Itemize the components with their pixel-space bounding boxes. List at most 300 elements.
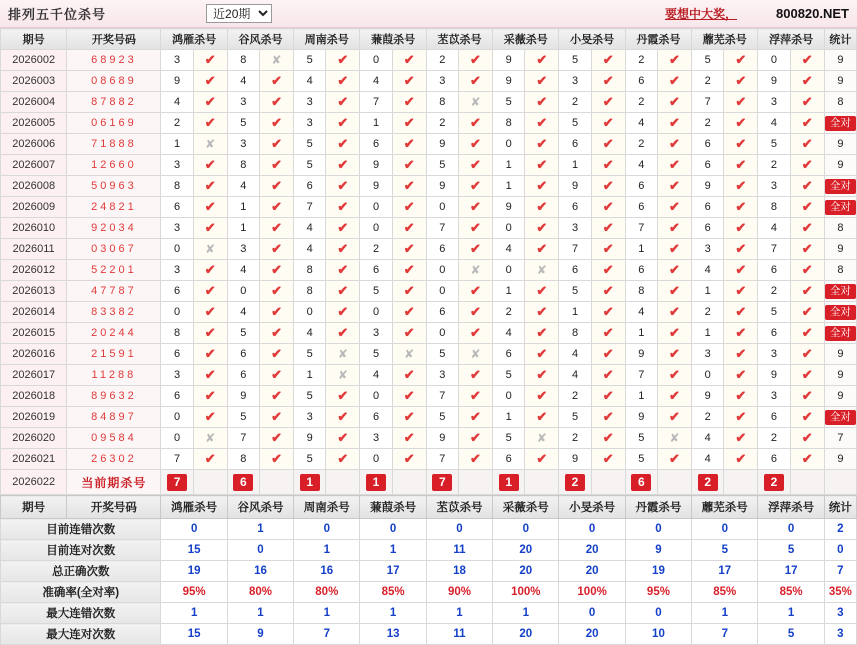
summary-value: 0 (294, 519, 360, 540)
check-icon: ✔ (525, 323, 559, 344)
summary-row (1, 561, 857, 582)
summary-value: 19 (161, 561, 227, 582)
summary-value: 1 (758, 603, 824, 624)
cell-kill-number: 5 (559, 113, 591, 134)
cell-kill-number: 0 (360, 197, 392, 218)
cell-total: 8 (824, 218, 856, 239)
cell-draw-number: 71888 (67, 134, 161, 155)
cell-kill-number: 8 (227, 449, 259, 470)
summary-col-header: 小旻杀号 (559, 496, 625, 519)
check-icon: ✔ (591, 260, 625, 281)
summary-value: 0 (227, 540, 293, 561)
check-icon: ✔ (790, 344, 824, 365)
cell-kill-number: 9 (227, 386, 259, 407)
check-icon: ✔ (392, 218, 426, 239)
check-icon: ✔ (392, 449, 426, 470)
cell-kill-number: 6 (692, 155, 724, 176)
cell-kill-number: 5 (692, 50, 724, 71)
cell-kill-number: 5 (426, 155, 458, 176)
summary-total: 7 (824, 561, 856, 582)
cell-kill-number: 9 (426, 176, 458, 197)
cell-kill-number: 6 (692, 197, 724, 218)
table-row (1, 407, 857, 428)
check-icon: ✔ (458, 197, 492, 218)
check-icon: ✔ (657, 134, 691, 155)
cell-kill-number: 9 (625, 407, 657, 428)
check-icon: ✔ (525, 50, 559, 71)
cell-kill-number: 3 (758, 92, 790, 113)
cell-kill-number: 5 (625, 428, 657, 449)
cell-total: 8 (824, 260, 856, 281)
cell-draw-number: 92034 (67, 218, 161, 239)
summary-value: 0 (625, 603, 691, 624)
cell-kill-number: 6 (161, 344, 193, 365)
cell-kill-number: 5 (426, 407, 458, 428)
cell-kill-number: 5 (493, 92, 525, 113)
cell-kill-number: 6 (559, 197, 591, 218)
cell-draw-number: 83382 (67, 302, 161, 323)
cell-kill-number: 0 (161, 407, 193, 428)
check-icon: ✔ (259, 218, 293, 239)
check-icon: ✔ (193, 197, 227, 218)
cell-kill-number: 6 (625, 260, 657, 281)
status-badge: 全对 (825, 410, 856, 425)
check-icon: ✔ (657, 281, 691, 302)
cross-icon: ✘ (657, 428, 691, 449)
cross-icon: ✘ (326, 365, 360, 386)
current-kill-number: 2 (692, 470, 724, 495)
cell-kill-number: 6 (161, 197, 193, 218)
col-c4: 蒹葭杀号 (360, 29, 426, 50)
check-icon: ✔ (259, 386, 293, 407)
cell-total: 7 (824, 428, 856, 449)
summary-value: 5 (692, 540, 758, 561)
cell-period: 2026004 (1, 92, 67, 113)
summary-value: 7 (692, 624, 758, 645)
check-icon: ✔ (326, 134, 360, 155)
summary-value: 11 (426, 624, 492, 645)
summary-value: 100% (559, 582, 625, 603)
check-icon: ✔ (458, 113, 492, 134)
cell-kill-number: 7 (426, 449, 458, 470)
cell-draw-number: 50963 (67, 176, 161, 197)
cell-kill-number: 4 (294, 71, 326, 92)
check-icon: ✔ (326, 281, 360, 302)
check-icon: ✔ (724, 428, 758, 449)
summary-value: 0 (426, 519, 492, 540)
current-mark-placeholder (326, 470, 360, 495)
check-icon: ✔ (657, 449, 691, 470)
cross-icon: ✘ (193, 239, 227, 260)
summary-col-header: 蒹葭杀号 (360, 496, 426, 519)
check-icon: ✔ (193, 155, 227, 176)
cell-kill-number: 3 (360, 428, 392, 449)
table-row (1, 260, 857, 281)
check-icon: ✔ (657, 260, 691, 281)
table-row (1, 344, 857, 365)
cell-total (824, 197, 856, 218)
current-mark-placeholder (259, 470, 293, 495)
cell-kill-number: 9 (493, 71, 525, 92)
check-icon: ✔ (392, 50, 426, 71)
check-icon: ✔ (525, 218, 559, 239)
check-icon: ✔ (458, 302, 492, 323)
cell-kill-number: 3 (426, 71, 458, 92)
current-period: 2026022 (1, 470, 67, 495)
check-icon: ✔ (724, 113, 758, 134)
cell-draw-number: 47787 (67, 281, 161, 302)
check-icon: ✔ (392, 386, 426, 407)
check-icon: ✔ (326, 197, 360, 218)
summary-value: 1 (227, 603, 293, 624)
check-icon: ✔ (790, 71, 824, 92)
check-icon: ✔ (193, 407, 227, 428)
summary-value: 0 (559, 603, 625, 624)
kill-number-table (0, 28, 857, 495)
check-icon: ✔ (326, 386, 360, 407)
table-row (1, 365, 857, 386)
cell-kill-number: 3 (692, 344, 724, 365)
cell-period: 2026010 (1, 218, 67, 239)
cell-kill-number: 9 (758, 71, 790, 92)
summary-value: 17 (360, 561, 426, 582)
cell-kill-number: 0 (161, 302, 193, 323)
summary-col-header: 开奖号码 (67, 496, 161, 519)
cell-kill-number: 5 (493, 428, 525, 449)
cell-kill-number: 4 (294, 239, 326, 260)
check-icon: ✔ (193, 92, 227, 113)
cell-kill-number: 6 (692, 218, 724, 239)
cell-kill-number: 4 (360, 365, 392, 386)
cell-kill-number: 8 (758, 197, 790, 218)
cell-period: 2026007 (1, 155, 67, 176)
summary-col-header: 期号 (1, 496, 67, 519)
cell-draw-number: 89632 (67, 386, 161, 407)
cell-draw-number: 11288 (67, 365, 161, 386)
current-mark-placeholder (724, 470, 758, 495)
summary-value: 1 (426, 603, 492, 624)
check-icon: ✔ (326, 176, 360, 197)
check-icon: ✔ (392, 281, 426, 302)
check-icon: ✔ (657, 113, 691, 134)
check-icon: ✔ (326, 428, 360, 449)
cell-kill-number: 9 (692, 176, 724, 197)
cell-kill-number: 4 (692, 449, 724, 470)
check-icon: ✔ (657, 386, 691, 407)
summary-value: 1 (692, 603, 758, 624)
check-icon: ✔ (724, 365, 758, 386)
check-icon: ✔ (525, 155, 559, 176)
check-icon: ✔ (259, 407, 293, 428)
cell-kill-number: 1 (559, 155, 591, 176)
summary-total: 3 (824, 624, 856, 645)
table-row (1, 281, 857, 302)
check-icon: ✔ (392, 71, 426, 92)
summary-row-label: 目前连错次数 (1, 519, 161, 540)
cell-total: 9 (824, 239, 856, 260)
current-kill-number: 7 (161, 470, 193, 495)
cell-kill-number: 9 (493, 50, 525, 71)
summary-total: 3 (824, 603, 856, 624)
cell-kill-number: 5 (227, 323, 259, 344)
check-icon: ✔ (790, 281, 824, 302)
table-body (1, 50, 857, 495)
cell-draw-number: 12660 (67, 155, 161, 176)
summary-value: 1 (360, 603, 426, 624)
check-icon: ✔ (591, 155, 625, 176)
cell-period: 2026020 (1, 428, 67, 449)
table-head (1, 29, 857, 50)
table-row (1, 197, 857, 218)
check-icon: ✔ (724, 239, 758, 260)
cell-kill-number: 8 (625, 281, 657, 302)
cell-period: 2026012 (1, 260, 67, 281)
cell-kill-number: 1 (161, 134, 193, 155)
check-icon: ✔ (657, 407, 691, 428)
cell-kill-number: 5 (227, 113, 259, 134)
check-icon: ✔ (392, 92, 426, 113)
col-c9: 蘼芜杀号 (692, 29, 758, 50)
cell-kill-number: 6 (426, 239, 458, 260)
check-icon: ✔ (790, 134, 824, 155)
cross-icon: ✘ (193, 134, 227, 155)
check-icon: ✔ (259, 155, 293, 176)
cell-kill-number: 9 (161, 71, 193, 92)
cell-kill-number: 0 (360, 218, 392, 239)
cell-kill-number: 8 (227, 50, 259, 71)
check-icon: ✔ (193, 323, 227, 344)
cell-total: 9 (824, 134, 856, 155)
cell-kill-number: 9 (493, 197, 525, 218)
check-icon: ✔ (591, 197, 625, 218)
check-icon: ✔ (458, 50, 492, 71)
cell-kill-number: 3 (559, 71, 591, 92)
check-icon: ✔ (724, 92, 758, 113)
cell-kill-number: 3 (161, 218, 193, 239)
summary-row-label: 目前连对次数 (1, 540, 161, 561)
check-icon: ✔ (657, 71, 691, 92)
cell-period: 2026016 (1, 344, 67, 365)
check-icon: ✔ (591, 407, 625, 428)
cell-kill-number: 2 (426, 50, 458, 71)
check-icon: ✔ (591, 386, 625, 407)
current-kill-number: 6 (227, 470, 259, 495)
table-row (1, 218, 857, 239)
cell-kill-number: 2 (758, 428, 790, 449)
status-badge: 全对 (825, 116, 856, 131)
current-kill-number: 2 (758, 470, 790, 495)
cell-draw-number: 84897 (67, 407, 161, 428)
cell-period: 2026018 (1, 386, 67, 407)
check-icon: ✔ (790, 113, 824, 134)
check-icon: ✔ (724, 407, 758, 428)
cell-kill-number: 9 (758, 365, 790, 386)
cell-kill-number: 5 (426, 344, 458, 365)
check-icon: ✔ (326, 50, 360, 71)
cell-period: 2026011 (1, 239, 67, 260)
cell-kill-number: 8 (161, 323, 193, 344)
summary-value: 95% (161, 582, 227, 603)
cell-kill-number: 3 (294, 407, 326, 428)
cell-kill-number: 3 (227, 239, 259, 260)
cell-kill-number: 8 (426, 92, 458, 113)
check-icon: ✔ (657, 50, 691, 71)
cell-kill-number: 4 (360, 71, 392, 92)
cell-kill-number: 5 (227, 407, 259, 428)
cell-kill-number: 4 (493, 239, 525, 260)
summary-value: 1 (294, 603, 360, 624)
cell-kill-number: 6 (426, 302, 458, 323)
summary-row (1, 624, 857, 645)
cell-kill-number: 7 (360, 92, 392, 113)
cell-kill-number: 7 (161, 449, 193, 470)
cross-icon: ✘ (458, 344, 492, 365)
cell-kill-number: 6 (692, 134, 724, 155)
cell-draw-number: 52201 (67, 260, 161, 281)
check-icon: ✔ (259, 344, 293, 365)
check-icon: ✔ (724, 197, 758, 218)
check-icon: ✔ (392, 113, 426, 134)
check-icon: ✔ (525, 239, 559, 260)
cell-kill-number: 3 (758, 344, 790, 365)
summary-value: 17 (692, 561, 758, 582)
check-icon: ✔ (790, 155, 824, 176)
check-icon: ✔ (657, 302, 691, 323)
cell-kill-number: 2 (559, 386, 591, 407)
cell-kill-number: 0 (692, 365, 724, 386)
cell-total: 9 (824, 71, 856, 92)
summary-col-header: 丹霞杀号 (625, 496, 691, 519)
cell-total (824, 176, 856, 197)
cell-kill-number: 5 (559, 50, 591, 71)
cell-kill-number: 2 (625, 134, 657, 155)
summary-col-header: 蘼芜杀号 (692, 496, 758, 519)
cell-kill-number: 5 (758, 302, 790, 323)
check-icon: ✔ (525, 176, 559, 197)
summary-col-header: 谷风杀号 (227, 496, 293, 519)
cell-draw-number: 08689 (67, 71, 161, 92)
cell-kill-number: 0 (493, 134, 525, 155)
check-icon: ✔ (591, 344, 625, 365)
cell-kill-number: 6 (625, 197, 657, 218)
summary-row-label: 总正确次数 (1, 561, 161, 582)
check-icon: ✔ (724, 176, 758, 197)
check-icon: ✔ (724, 218, 758, 239)
cell-kill-number: 1 (493, 281, 525, 302)
check-icon: ✔ (657, 239, 691, 260)
cell-kill-number: 5 (559, 407, 591, 428)
table-row (1, 449, 857, 470)
current-mark-placeholder (525, 470, 559, 495)
check-icon: ✔ (392, 239, 426, 260)
summary-value: 0 (625, 519, 691, 540)
check-icon: ✔ (193, 218, 227, 239)
cross-icon: ✘ (525, 428, 559, 449)
check-icon: ✔ (326, 323, 360, 344)
cell-kill-number: 4 (227, 176, 259, 197)
cell-kill-number: 9 (559, 449, 591, 470)
summary-value: 17 (758, 561, 824, 582)
cell-kill-number: 5 (360, 281, 392, 302)
cell-kill-number: 7 (426, 218, 458, 239)
col-c6: 采薇杀号 (493, 29, 559, 50)
check-icon: ✔ (326, 113, 360, 134)
cell-kill-number: 3 (758, 176, 790, 197)
col-c2: 谷风杀号 (227, 29, 293, 50)
summary-body (1, 496, 857, 645)
cell-kill-number: 1 (227, 197, 259, 218)
cell-kill-number: 6 (360, 260, 392, 281)
cell-kill-number: 5 (294, 386, 326, 407)
cell-kill-number: 5 (294, 155, 326, 176)
check-icon: ✔ (525, 113, 559, 134)
check-icon: ✔ (591, 239, 625, 260)
cell-kill-number: 6 (625, 71, 657, 92)
check-icon: ✔ (458, 386, 492, 407)
check-icon: ✔ (392, 176, 426, 197)
cell-period: 2026005 (1, 113, 67, 134)
cell-total: 9 (824, 386, 856, 407)
check-icon: ✔ (525, 134, 559, 155)
cell-kill-number: 7 (227, 428, 259, 449)
check-icon: ✔ (724, 155, 758, 176)
check-icon: ✔ (657, 155, 691, 176)
check-icon: ✔ (193, 386, 227, 407)
summary-value: 7 (294, 624, 360, 645)
cell-draw-number: 68923 (67, 50, 161, 71)
cell-kill-number: 1 (493, 155, 525, 176)
cell-kill-number: 0 (493, 260, 525, 281)
summary-row-label: 最大连对次数 (1, 624, 161, 645)
cross-icon: ✘ (458, 260, 492, 281)
cell-kill-number: 4 (227, 260, 259, 281)
current-mark-placeholder (790, 470, 824, 495)
cell-draw-number: 24821 (67, 197, 161, 218)
cell-kill-number: 3 (161, 365, 193, 386)
cell-kill-number: 4 (559, 344, 591, 365)
cell-kill-number: 0 (426, 281, 458, 302)
cell-kill-number: 2 (426, 113, 458, 134)
check-icon: ✔ (326, 302, 360, 323)
cell-kill-number: 6 (161, 386, 193, 407)
cell-total: 9 (824, 365, 856, 386)
page-header (0, 0, 857, 28)
summary-value: 0 (161, 519, 227, 540)
cell-kill-number: 7 (559, 239, 591, 260)
cell-total: 9 (824, 344, 856, 365)
check-icon: ✔ (259, 281, 293, 302)
cell-kill-number: 2 (625, 50, 657, 71)
check-icon: ✔ (458, 407, 492, 428)
summary-value: 16 (227, 561, 293, 582)
cell-kill-number: 3 (294, 92, 326, 113)
summary-value: 10 (625, 624, 691, 645)
summary-value: 15 (161, 540, 227, 561)
promo-link[interactable]: 要想中大奖， (664, 7, 737, 21)
check-icon: ✔ (591, 281, 625, 302)
check-icon: ✔ (458, 218, 492, 239)
period-range-select[interactable] (206, 4, 272, 23)
cell-period: 2026006 (1, 134, 67, 155)
check-icon: ✔ (591, 365, 625, 386)
check-icon: ✔ (458, 239, 492, 260)
check-icon: ✔ (591, 134, 625, 155)
table-row (1, 239, 857, 260)
check-icon: ✔ (591, 428, 625, 449)
check-icon: ✔ (392, 155, 426, 176)
check-icon: ✔ (591, 176, 625, 197)
cell-draw-number: 03067 (67, 239, 161, 260)
